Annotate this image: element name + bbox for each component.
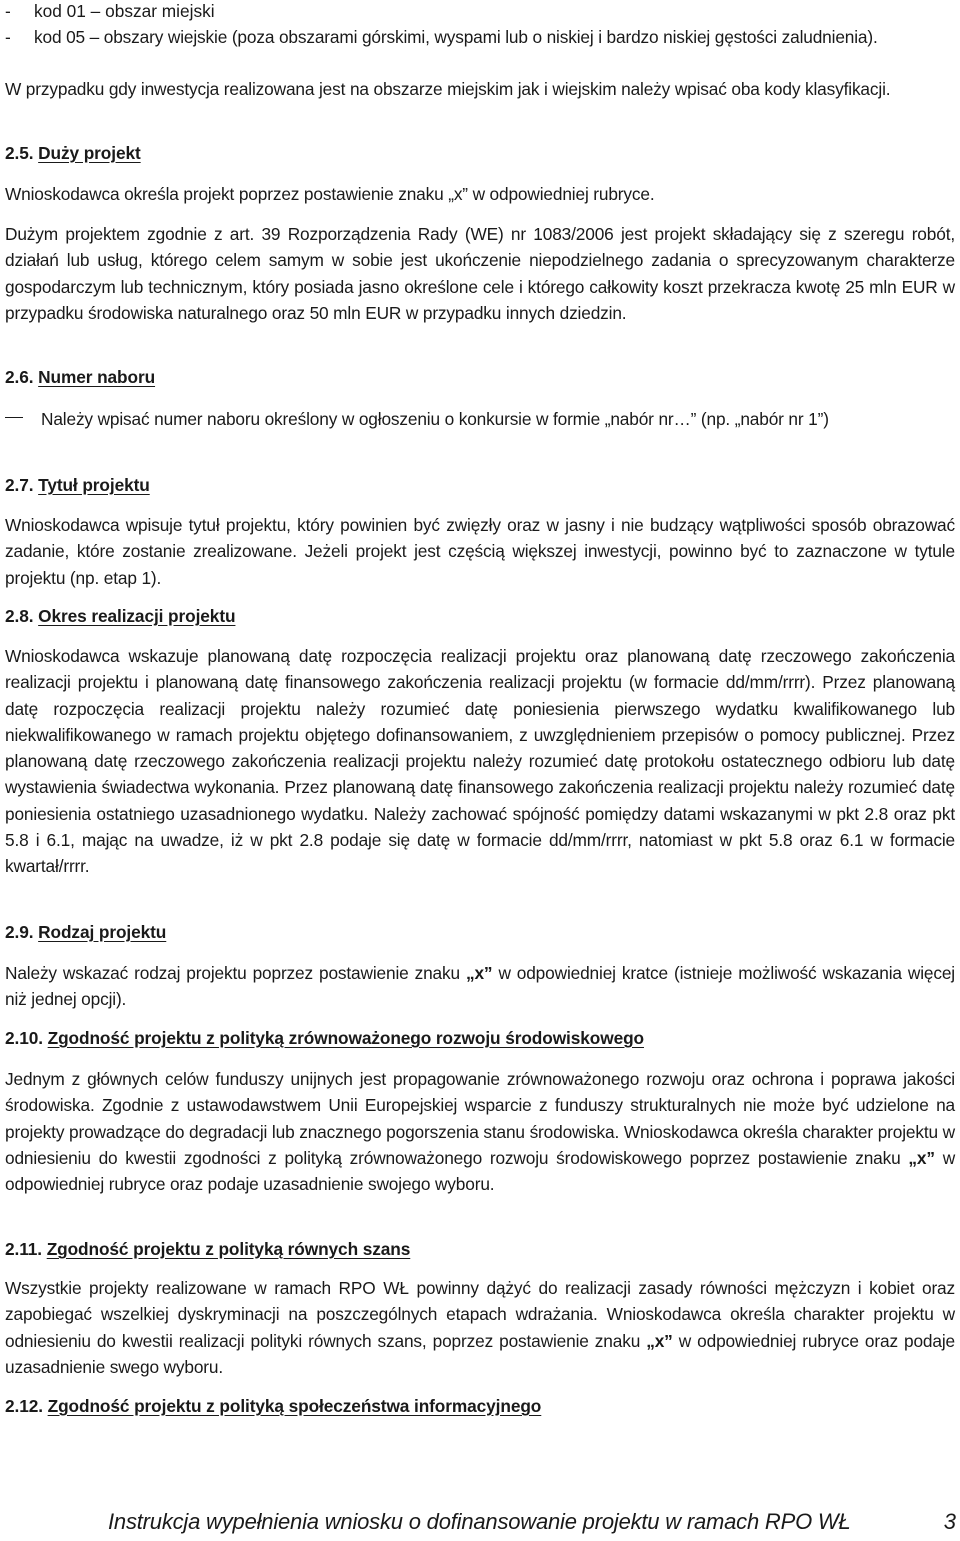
paragraph bbox=[5, 1066, 955, 1197]
section-title: Rodzaj projektu bbox=[38, 922, 167, 942]
section-title: Okres realizacji projektu bbox=[38, 606, 236, 626]
section-heading bbox=[5, 367, 155, 388]
section-title: Tytuł projektu bbox=[38, 475, 150, 495]
list-item bbox=[5, 24, 11, 50]
section-heading bbox=[5, 475, 150, 496]
paragraph-text: Należy wskazać rodzaj projektu poprzez postawienie znaku bbox=[5, 963, 460, 983]
section-heading bbox=[5, 1028, 644, 1049]
section-number: 2.7. bbox=[5, 475, 34, 495]
paragraph-text: Wszystkie projekty realizowane w ramach RPO WŁ powinny dążyć do realizacji zasady równości mężczyzn i kobiet oraz zapobiegać wszelkiej dyskryminacji na poszczególnych etapach wdrażania. Wnioskodawca określa charakter projektu w odniesieniu do kwestii realizacji polityki równych szans, poprzez postawienie znaku bbox=[5, 1278, 955, 1351]
list-item-text: kod 05 – obszary wiejskie (poza obszarami górskimi, wyspami lub o niskiej i bardzo niskiej gęstości zaludnienia). bbox=[34, 27, 878, 47]
section-heading bbox=[5, 606, 235, 627]
section-title: Numer naboru bbox=[38, 367, 156, 387]
section-title: Duży projekt bbox=[38, 143, 141, 163]
intro-paragraph: W przypadku gdy inwestycja realizowana jest na obszarze miejskim jak i wiejskim należy wpisać oba kody klasyfikacji. bbox=[5, 79, 891, 99]
list-dash: - bbox=[5, 27, 11, 47]
paragraph: Wnioskodawca określa projekt poprzez postawienie znaku „x” w odpowiedniej rubryce. bbox=[5, 184, 655, 204]
section-number: 2.5. bbox=[5, 143, 34, 163]
section-number: 2.11. bbox=[5, 1239, 42, 1259]
page-footer: Instrukcja wypełnienia wniosku o dofinansowanie projektu w ramach RPO WŁ bbox=[108, 1509, 851, 1534]
paragraph-text: Jednym z głównych celów funduszy unijnych jest propagowanie zrównoważonego rozwoju oraz ochrona i poprawa jakości środowiska. Zgodnie z ustawodawstwem Unii Europejskiej wsparcie z funduszy strukturalnych nie może być udzielone na projekty prowadzące do degradacji lub znacznego pogorszenia stanu środowiska. Wnioskodawca określa charakter projektu w odniesieniu do kwestii zgodności z polityką zrównoważonego rozwoju środowiskowego poprzez postawienie znaku bbox=[5, 1069, 955, 1168]
paragraph bbox=[5, 960, 955, 1013]
paragraph bbox=[5, 1275, 955, 1380]
x-mark: „x” bbox=[465, 963, 493, 983]
list-item bbox=[5, 0, 11, 24]
section-heading bbox=[5, 922, 166, 943]
section-number: 2.12. bbox=[5, 1396, 43, 1416]
x-mark: „x” bbox=[908, 1147, 935, 1168]
section-heading bbox=[5, 143, 141, 164]
section-number: 2.10. bbox=[5, 1028, 43, 1048]
list-dash: - bbox=[5, 1, 11, 21]
paragraph: Wnioskodawca wskazuje planowaną datę rozpoczęcia realizacji projektu oraz planowaną datę rzeczowego zakończenia realizacji projektu i planowaną datę finansowego zakończenia realizacji projektu (w formacie dd/mm/rrrr). Przez planowaną datę rozpoczęcia realizacji projektu należy rozumieć datę poniesienia pierwszego wydatku kwalifikowanego lub niekwalifikowanego w ramach projektu objętego dofinansowaniem, z uwzględnieniem przepisów o pomocy publicznej. Przez planowaną datę rzeczowego zakończenia realizacji projektu należy rozumieć datę protokołu ostatecznego odbioru lub datę wystawienia świadectwa wykonania. Przez planowaną datę finansowego zakończenia realizacji projektu należy rozumieć datę poniesienia ostatniego uzasadnionego wydatku. Należy zachować spójność pomiędzy datami wskazanymi w pkt 2.8 oraz pkt 5.8 i 6.1, mając na uwadze, iż w pkt 2.8 podaje się datę w formacie dd/mm/rrrr, natomiast w pkt 5.8 oraz 6.1 w formacie kwartał/rrrr. bbox=[5, 646, 955, 877]
section-title: Zgodność projektu z polityką społeczeństwa informacyjnego bbox=[47, 1396, 542, 1416]
paragraph: Dużym projektem zgodnie z art. 39 Rozporządzenia Rady (WE) nr 1083/2006 jest projekt składający się z szeregu robót, działań lub usług, którego celem samym w sobie jest ukończenie niepodzielnego zadania o sprecyzowanym charakterze gospodarczym lub technicznym, który posiada jasno określone cele i którego całkowity koszt przekracza kwotę 25 mln EUR w przypadku środowiska naturalnego oraz 50 mln EUR w przypadku innych dziedzin. bbox=[5, 224, 955, 323]
paragraph-text: w odpowiedniej rubryce oraz podaje uzasadnienie swego wyboru. bbox=[5, 1330, 955, 1377]
section-heading bbox=[5, 1396, 541, 1417]
bullet-text: Należy wpisać numer naboru określony w ogłoszeniu o konkursie w formie „nabór nr…” (np. „nabór nr 1”) bbox=[41, 409, 829, 429]
paragraph-text: w odpowiedniej rubryce oraz podaje uzasadnienie swojego wyboru. bbox=[5, 1147, 956, 1195]
page-number: 3 bbox=[943, 1509, 956, 1534]
bullet-dash bbox=[5, 417, 23, 418]
section-number: 2.9. bbox=[5, 922, 34, 942]
paragraph: Wnioskodawca wpisuje tytuł projektu, który powinien być zwięzły oraz w jasny i nie budzący wątpliwości sposób obrazować zadanie, które zostanie zrealizowane. Jeżeli projekt jest częścią większej inwestycji, powinno być to zaznaczone w tytule projektu (np. etap 1). bbox=[5, 515, 955, 588]
paragraph-text: w odpowiedniej kratce (istnieje możliwość wskazania więcej niż jednej opcji). bbox=[5, 963, 955, 1010]
section-number: 2.6. bbox=[5, 367, 34, 387]
section-title: Zgodność projektu z polityką równych szans bbox=[46, 1239, 411, 1259]
section-title: Zgodność projektu z polityką zrównoważonego rozwoju środowiskowego bbox=[47, 1028, 644, 1048]
list-item-text: kod 01 – obszar miejski bbox=[34, 1, 215, 21]
section-number: 2.8. bbox=[5, 606, 34, 626]
section-heading bbox=[5, 1239, 410, 1260]
x-mark: „x” bbox=[646, 1330, 673, 1351]
